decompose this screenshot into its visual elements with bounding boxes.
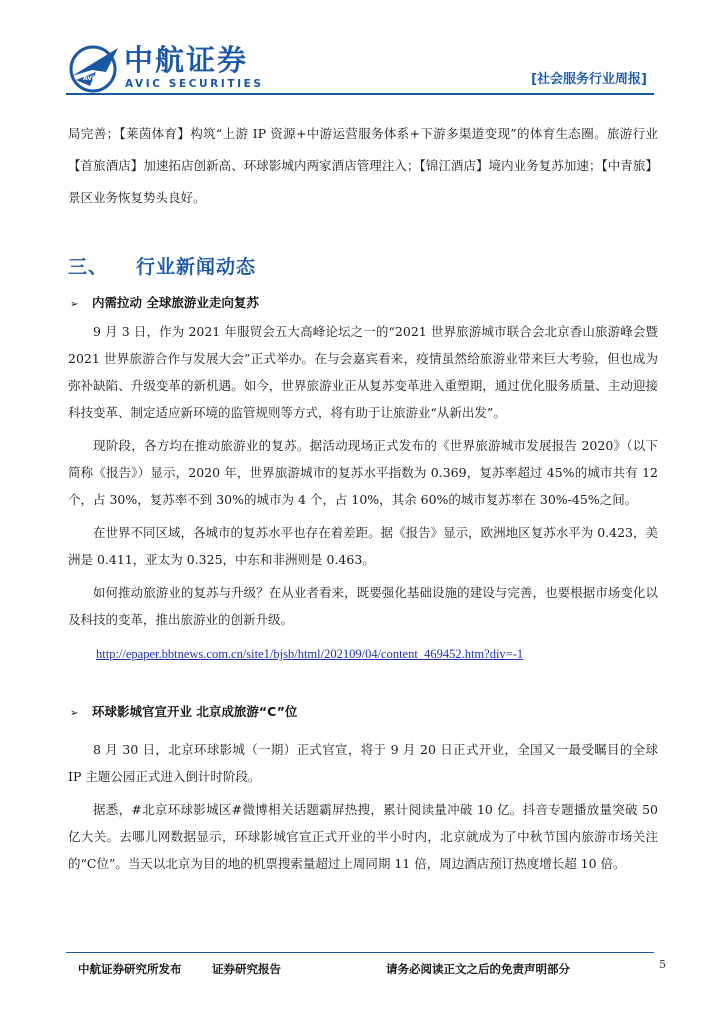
section-number: 三、 bbox=[68, 256, 109, 278]
news-source-link[interactable]: http://epaper.bbtnews.com.cn/site1/bjsb/html/202109/04/content_469452.htm?div=-1 bbox=[96, 647, 524, 661]
company-logo bbox=[66, 42, 266, 94]
news-paragraph: 如何推动旅游业的复苏与升级？在从业者看来，既要强化基础设施的建设与完善，也要根据市场变化以及科技的变革，推出旅游业的创新升级。 bbox=[68, 585, 658, 627]
news-paragraph: 现阶段，各方均在推动旅游业的复苏。据活动现场正式发布的《世界旅游城市发展报告 2020》（以下简称《报告》）显示，2020 年，世界旅游城市的复苏水平指数为 0.369，复苏率超过 45%的城市共有 12 个，占 30%，复苏率不到 30%的城市为 4 个，占 10%，其余 60%的城市复苏率在 30%-45%之间。 bbox=[68, 438, 658, 507]
news-paragraph: 据悉，#北京环球影城区#微博相关话题霸屏热搜，累计阅读量冲破 10 亿。抖音专题播放量突破 50 亿大关。去哪儿网数据显示，环球影城官宣正式开业的半小时内，北京就成为了中秋节国内旅游市场关注的“C位”。当天以北京为目的地的机票搜索量超过上周同期 11 倍，周边酒店预订热度增长超 10 倍。 bbox=[68, 802, 658, 871]
plane-logo-icon bbox=[66, 42, 122, 94]
footer-disclaimer: 请务必阅读正文之后的免责声明部分 bbox=[386, 962, 570, 976]
intro-section bbox=[68, 118, 658, 214]
bullet-arrow-icon: ➢ bbox=[70, 299, 79, 310]
news-body-2 bbox=[68, 736, 658, 877]
news-body-1 bbox=[68, 318, 658, 668]
page-header bbox=[0, 0, 724, 100]
intro-paragraph: 局完善；【莱茵体育】构筑“上游 IP 资源+中游运营服务体系+下游多渠道变现”的体育生态圈。旅游行业【首旅酒店】加速拓店创新高、环球影城内两家酒店管理注入；【锦江酒店】境内业务复苏加速；【中青旅】景区业务恢复势头良好。 bbox=[68, 126, 658, 205]
footer-publisher: 中航证券研究所发布 bbox=[78, 962, 182, 976]
news-paragraph: 8 月 30 日，北京环球影城（一期）正式官宣，将于 9 月 20 日正式开业，全国又一最受瞩目的全球 IP 主题公园正式进入倒计时阶段。 bbox=[68, 742, 658, 784]
footer-report-kind: 证券研究报告 bbox=[212, 962, 281, 976]
header-divider bbox=[66, 93, 654, 95]
logo-english-name: AVIC SECURITIES bbox=[125, 78, 264, 90]
report-type-label: [社会服务行业周报] bbox=[531, 72, 647, 87]
news-paragraph: 9 月 3 日，作为 2021 年服贸会五大高峰论坛之一的“2021 世界旅游城市联合会北京香山旅游峰会暨 2021 世界旅游合作与发展大会”正式举办。在与会嘉宾看来，疫情虽然给旅游业带来巨大考验，但也成为弥补缺陷、升级变革的新机遇。如今，世界旅游业正从复苏变革进入重塑期，通过优化服务质量、主动迎接科技变革、制定适应新环境的监管规则等方式，将有助于让旅游业“从新出发”。 bbox=[68, 324, 658, 420]
section-heading bbox=[68, 252, 256, 279]
footer-divider bbox=[66, 952, 654, 953]
section-title: 行业新闻动态 bbox=[136, 256, 257, 278]
news-headline-text: 内需拉动 全球旅游业走向复苏 bbox=[92, 295, 259, 310]
logo-badge-text: AVIC bbox=[83, 75, 99, 82]
page-number: 5 bbox=[659, 958, 666, 971]
news-headline-text: 环球影城官宣开业 北京成旅游“C”位 bbox=[92, 704, 298, 719]
logo-chinese-name: 中航证券 bbox=[124, 43, 249, 77]
news-paragraph: 在世界不同区域，各城市的复苏水平也存在着差距。据《报告》显示，欧洲地区复苏水平为 0.423，美洲是 0.411，亚太为 0.325，中东和非洲则是 0.463。 bbox=[68, 525, 658, 567]
news-headline-1 bbox=[70, 293, 259, 311]
bullet-arrow-icon: ➢ bbox=[70, 708, 79, 719]
news-headline-2 bbox=[70, 702, 297, 720]
